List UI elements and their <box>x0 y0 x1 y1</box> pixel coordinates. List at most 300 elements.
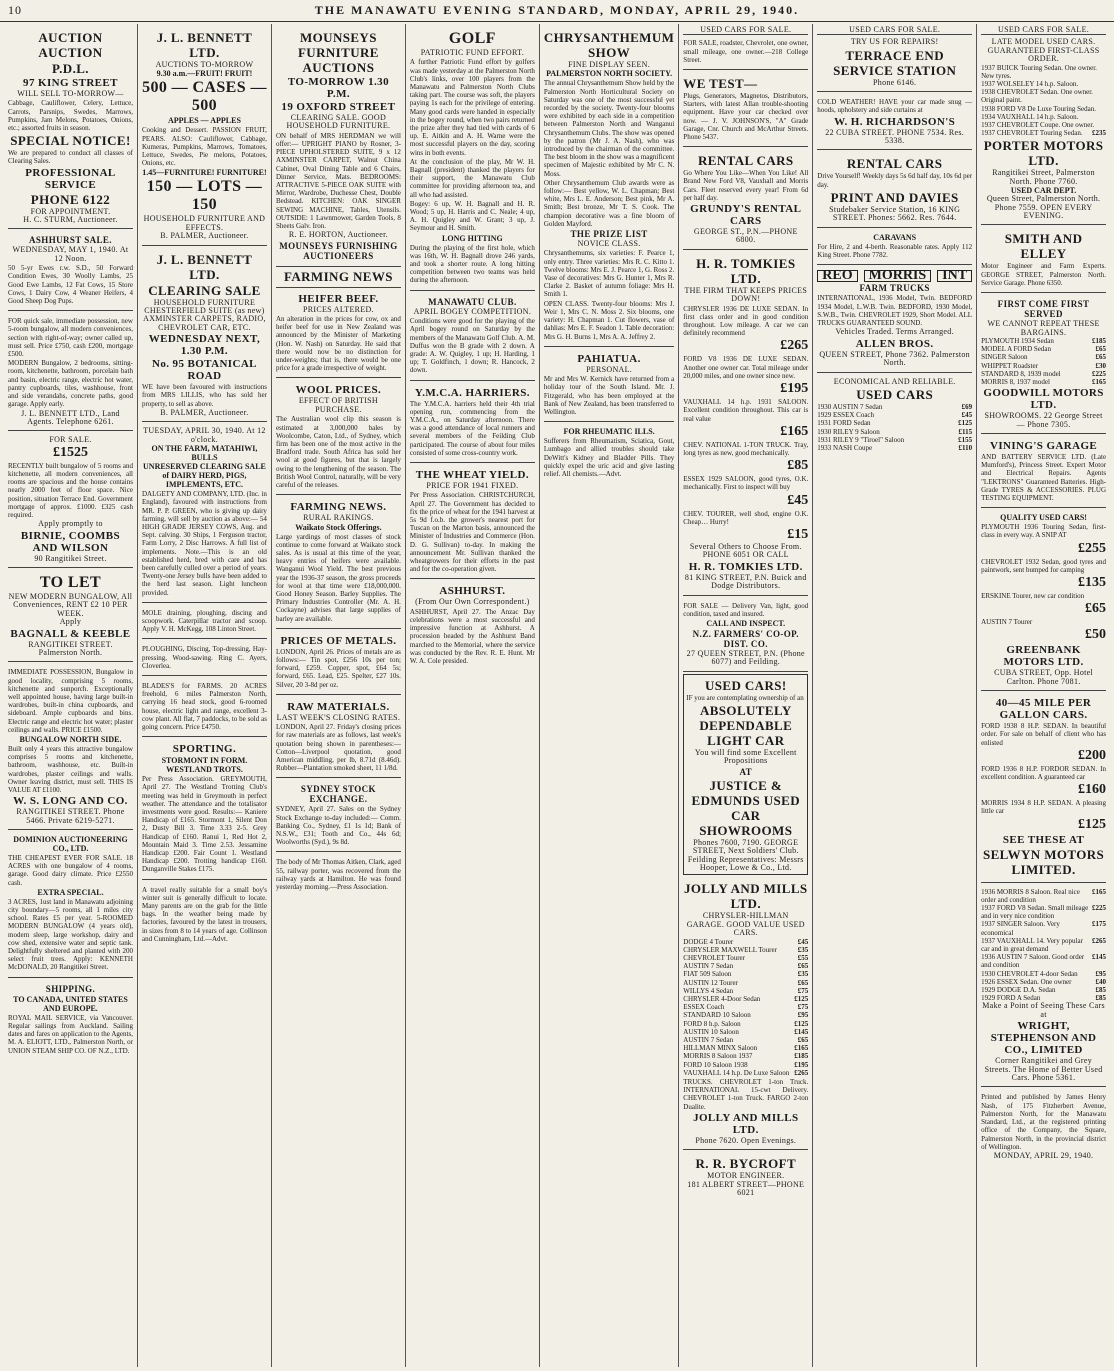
article-body: ASHHURST, April 27. The Anzac Day celebrations were a most successful and impressive function at Ashhurst. A procession headed by the Ashhurst Band marched to the Memorial, where the service was conducted by the Rev. R. E. Hunt. Mr W. A. Cole presided. <box>409 607 535 665</box>
car-price: £185 <box>1092 336 1107 345</box>
ad-address: RANGITIKEI STREET. Palmerston North. <box>28 639 113 657</box>
price-list-row <box>683 1028 808 1036</box>
article-heading: GOLF <box>448 30 496 47</box>
ad-body: PLOUGHING, Discing, Top-dressing, Hay-pressing, Wood-sawing. Ring C. Ayers, Cloverlea. <box>141 645 267 670</box>
ad-subheading: ECONOMICAL AND RELIABLE. <box>833 376 956 386</box>
ad-address: Phone 7620. Open Evenings. <box>695 1135 797 1145</box>
price-list-row <box>981 121 1106 129</box>
ad-address: Phones 7600, 7190. GEORGE STREET, Next Soldiers' Club. <box>692 837 799 856</box>
price-list-row <box>683 987 808 995</box>
article-subheading: THE PRIZE LIST <box>570 229 648 240</box>
ad-address: 97 KING STREET <box>23 77 118 89</box>
price-list-row <box>981 337 1106 345</box>
car-description: HILLMAN MINX Saloon <box>683 1044 758 1053</box>
ad-line: SEE THESE AT <box>1002 833 1085 846</box>
ad-quantity: 150 — LOTS — 150 <box>146 178 263 214</box>
news-brief <box>276 854 401 896</box>
ad-firm: P.D.L. <box>52 61 89 76</box>
ad-body: COLD WEATHER! HAVE your car made snug — hoods, upholstery and side curtains at <box>817 98 973 115</box>
article-subheading: STORMONT IN FORM. <box>161 756 248 766</box>
car-description: 1930 RILEY 9 Saloon <box>817 427 880 436</box>
ad-subheading: WE CANNOT REPEAT THESE BARGAINS. <box>987 319 1100 337</box>
page-number: 10 <box>8 3 22 17</box>
ad-signature: B. PALMER, Auctioneer. <box>160 407 249 417</box>
article-heading: MANAWATU CLUB. <box>428 296 517 307</box>
porter-motors-ad <box>981 35 1106 225</box>
ad-address: SHOWROOMS. 22 George Street — Phone 7305. <box>984 411 1103 429</box>
ad-line: 1.45—FURNITURE! FURNITURE! <box>142 168 267 178</box>
ad-body: FOR SALE — Delivery Van, light, good condition, taxed and insured. <box>683 601 809 618</box>
car-price: £85 <box>1095 986 1107 995</box>
price-list-row <box>683 979 808 987</box>
ad-heading: FIRST COME FIRST SERVED <box>997 299 1090 320</box>
car-price: £65 <box>1095 353 1107 362</box>
ad-item: FORD V8 1936 DE LUXE SEDAN. Another one owner car. Total mileage under 20,000 miles, and one owner since new. <box>683 355 809 380</box>
ad-body: FOR SALE, roadster, Chevrolet, one owner, small mileage, one owner.—218 College Street. <box>683 39 809 64</box>
price-list-row <box>817 419 972 427</box>
economical-used-cars-ad <box>817 375 972 457</box>
car-price: £95 <box>1095 969 1107 978</box>
car-price-list <box>981 337 1106 386</box>
article-body: An alteration in the prices for cow, ox and heifer beef for use in New Zealand was announced by the Minister of Marketing (Hon. W. Nash) on Saturday. He said that there would now be no distinction for under-weights; that is, there would be one price for a grade irrespective of weight. <box>275 315 401 373</box>
collinson-advt <box>142 882 267 948</box>
ad-line: AT <box>739 766 753 777</box>
car-price: £225 <box>1092 369 1107 378</box>
ad-body: We are prepared to conduct all classes of Clearing Sales. <box>8 149 133 166</box>
ad-firm: W. S. LONG AND CO. <box>13 795 128 808</box>
ad-address: 27 QUEEN STREET, P.N. (Phone 6077) and Feilding. <box>686 648 805 667</box>
ad-body: MODERN Bungalow, 2 bedrooms, sitting-room, kitchenette, bathroom, porcelain bath and basin, electric range, electric hot water, pantry cupboards, tiles, washhouse, front and side verandahs, concrete paths, good garage. Apply early. <box>8 359 133 409</box>
ad-firm: JOLLY AND MILLS LTD. <box>693 1111 799 1136</box>
article-heading: PRICES OF METALS. <box>280 634 397 647</box>
price-list-row <box>817 411 972 419</box>
car-price: £145 <box>1092 953 1107 962</box>
ad-address: CUBA STREET, Opp. Hotel Carlton. Phone 7081. <box>994 668 1094 686</box>
ad-body: AND BATTERY SERVICE LTD. (Late Mumford's), Princess Street. Expert Motor and Electrical Repairs. Agents "LEKTRONS" Guaranteed Batteries. High-Grade TYRES & ACCESSORIES. PLUG TESTING EQUIPMENT. <box>981 452 1107 502</box>
pahiatua-article <box>544 349 674 422</box>
ad-body: IF you are contemplating ownership of an <box>686 693 804 702</box>
ad-subheading: CLEARING SALE. GOOD HOUSEHOLD FURNITURE. <box>286 113 391 131</box>
wool-prices-article <box>276 380 401 495</box>
car-price: £165 <box>1092 377 1107 386</box>
article-heading: FARMING NEWS. <box>290 501 387 514</box>
car-description: STANDARD 10 Saloon <box>683 1011 751 1020</box>
price-list-row <box>817 403 972 411</box>
car-description: 1930 AUSTIN 7 Sedan <box>817 402 883 411</box>
car-price: £45 <box>797 937 809 946</box>
column-8 <box>977 24 1110 1367</box>
ad-subheading: THE FIRM THAT KEEPS PRICES DOWN! <box>684 285 808 304</box>
car-description: 1937 FORD V8 Sedan. Small mileage and in very nice condition <box>981 904 1089 921</box>
price-list-row <box>683 1003 808 1011</box>
ad-heading: AUCTION AUCTION <box>38 30 103 60</box>
car-description: 1937 CHEVROLET Touring Sedan. <box>981 129 1083 138</box>
car-price: £155 <box>958 435 973 444</box>
article-body: LONDON, April 26. Prices of metals are as follows:— Tin spot, £256 10s per ton; forward, £259. Copper, spot, £64 5s; forward, £65. Lead, £25. Spelter, £27 10s. Silver, 20 3-8d per oz. <box>275 647 401 689</box>
article-heading: ASHHURST. <box>439 585 506 598</box>
bennett-auctions-ad <box>142 26 267 246</box>
article-subheading: PATRIOTIC FUND EFFORT. <box>420 48 525 57</box>
article-subheading: WESTLAND TROTS. <box>166 765 243 775</box>
ad-item: VAUXHALL 14 h.p. 1931 SALOON. Excellent condition throughout. This car is real value <box>683 398 809 423</box>
price-list-row <box>981 904 1106 920</box>
ad-subheading: TO CANADA, UNITED STATES AND EUROPE. <box>13 994 128 1013</box>
car-description: FIAT 509 Saloon <box>683 970 732 979</box>
car-description: DODGE 4 Tourer <box>683 937 734 946</box>
masthead <box>0 0 1114 22</box>
newspaper-title: THE MANAWATU EVENING STANDARD, MONDAY, APRIL 29, 1940. <box>314 3 800 17</box>
print-davies-ad <box>817 152 972 227</box>
car-price-list <box>981 64 1106 138</box>
stock-exchange-article <box>276 780 401 852</box>
ad-item: CHRYSLER 1936 DE LUXE SEDAN. In first class order and in good condition throughout. Low mileage. A car we can definitely recommend <box>683 304 809 338</box>
manawatu-club-article <box>410 293 535 381</box>
ad-line: FOR APPOINTMENT. <box>30 206 111 216</box>
price-list-row <box>683 946 808 954</box>
ad-firm: MOUNSEYS FURNISHING AUCTIONEERS <box>279 240 398 261</box>
article-body: Large yardings of most classes of stock continue to come forward at Waikato stock sales. As is usual at this time of the year, heavy entries of heifers were available. Wanganui Wool Yield. The best previous year the 1936-37 season, the gross proceeds for wool at that time were £18,000,000. Good Honey Season. Barley Supplies. The Primary Industries Controller (Mr. A. H. Cockayne) advises that large supplies of barley are available. <box>275 532 401 623</box>
ad-subheading: MOTOR ENGINEER. <box>707 1171 785 1181</box>
ad-signature: J. L. BENNETT LTD., Land Agents. Telephone 6261. <box>21 408 120 426</box>
ad-body: ROYAL MAIL SERVICE, via Vancouver. Regular sailings from Auckland. Sailing dates and fares on application to the Agents, M. A. ELIOTT, LTD., Palmerston North, or UNION STEAM SHIP CO. OF N.Z., LTD. <box>8 1013 133 1055</box>
article-heading: HEIFER BEEF. <box>298 292 379 305</box>
car-description: 1936 MORRIS 8 Saloon. Real nice order and condition <box>981 887 1080 904</box>
car-description: AUSTIN 12 Tourer <box>683 978 738 987</box>
ad-price: £160 <box>1078 782 1107 798</box>
car-price: £265 <box>1092 936 1107 945</box>
ad-heading: WE TEST— <box>683 76 758 92</box>
ad-body: DALGETY AND COMPANY, LTD. (Inc. in England), favoured with instructions from MR. P. P. GREEN, who is giving up dairy farming, will sell by auction as above:— 54 HIGH GRADE JERSEY COWS, Aug. and Sept. calving. 30 Ships, 1 Ferguson tractor, Farm Lorry, 2 Disc Harrows. A full list of implements. Note.—This is an old established herd, bred with care and has been carefully culled over a period of years. Twenty-one Jersey bulls have been added to the herd last season. Light luncheon provided. <box>141 490 267 597</box>
article-body: Mr and Mrs W. Kernick have returned from a holiday tour of the South Island. Mr. J. Fitzgerald, who has been employed at the Bank of New Zealand, has been transferred to Wellington. <box>543 375 675 416</box>
article-heading: THE WHEAT YIELD. <box>415 468 530 481</box>
rural-rakings-article <box>276 497 401 629</box>
ad-body: Cabbage, Cauliflower, Celery, Lettuce, Carrots, Parsnips, Swedes, Marrows, Pumpkins, Jam Melons, Potatoes, Onions, etc.; assorted fruits in season. <box>8 99 133 133</box>
ad-price: £165 <box>780 423 809 439</box>
ad-firm: R. R. BYCROFT <box>695 1156 797 1172</box>
ad-price: £50 <box>1085 627 1107 643</box>
ad-price: £1525 <box>52 444 88 460</box>
price-list-row <box>981 353 1106 361</box>
car-description: 1934 VAUXHALL 14 h.p. Saloon. <box>981 112 1079 121</box>
imprint-text: Printed and published by James Henry Nash, of 175 Fitzherbert Avenue, Palmerston North, for the Manawatu Standard, Ltd., at the registered printing office of the Company, the Square, Palmerston North, in the provincial district of Wellington. <box>981 1093 1107 1151</box>
ad-firm: H. R. TOMKIES LTD. <box>688 560 803 573</box>
ad-heading: CLEARING SALE <box>148 282 261 298</box>
article-body: SYDNEY, April 27. Sales on the Sydney Stock Exchange to-day included:— Comm. Banking Co., Sydney, £1 1s 1d; Bank of N.S.W., £31; Tooth and Co., 44s 6d; Woolworths (Syd.), 9s 8d. <box>275 805 401 847</box>
article-subheading: PRICE FOR 1941 FIXED. <box>426 480 519 490</box>
column-3 <box>272 24 406 1367</box>
price-list-row <box>817 428 972 436</box>
golf-article <box>410 26 535 291</box>
price-list-row <box>817 436 972 444</box>
vinings-garage-ad <box>981 436 1106 508</box>
ad-firm: J. L. BENNETT LTD. <box>156 30 253 60</box>
section-heading: USED CARS FOR SALE. <box>817 26 972 35</box>
ad-price: £265 <box>780 338 809 354</box>
ad-firm: WRIGHT, STEPHENSON AND CO., LIMITED <box>990 1020 1097 1057</box>
price-list-row <box>683 1044 808 1052</box>
article-body: OPEN CLASS. Twenty-four blooms: Mrs J. Weir 1, Mrs C. N. Moss 2. Six blooms, one variety: H. Chapman 1. Cut flowers, vase of dahlias: Mrs E. F. Seadon 1. Table decoration: Mrs G. H. Burns 1, Mrs A. A. Jeffrey 2. <box>543 299 675 341</box>
article-heading: SYDNEY STOCK EXCHANGE. <box>300 784 376 805</box>
ad-subheading: TRY US FOR REPAIRS! <box>850 37 939 47</box>
ad-heading: FARM TRUCKS <box>859 283 930 294</box>
car-description: MORRIS 8 Saloon 1937 <box>683 1052 753 1061</box>
article-subheading: LONG HITTING <box>442 233 503 243</box>
car-description: 1931 RILEY 9 "Tiroel" Saloon <box>817 435 905 444</box>
richardson-ad <box>817 94 972 150</box>
grundy-rental-ad <box>683 149 808 250</box>
article-heading: RAW MATERIALS. <box>287 700 390 713</box>
column-4 <box>406 24 540 1367</box>
ad-date: TO-MORROW 1.30 P.M. <box>287 76 389 100</box>
price-list-row <box>981 362 1106 370</box>
ad-heading: 40—45 MILE PER GALLON CARS. <box>995 697 1092 722</box>
ad-line: AUCTIONS TO-MORROW <box>155 60 254 69</box>
car-description: SINGER Saloon <box>981 353 1028 362</box>
ad-body: Cooking and Dessert. PASSION FRUIT, PEARS. ALSO: Cauliflower, Cabbage, Kumeras, Pumpkins, Marrows, Tomatoes, Lettuce, Swedes, Pie melons, Potatoes, Onions, etc. <box>141 126 267 168</box>
smith-elley-ad <box>981 227 1106 293</box>
ad-firm: SELWYN MOTORS LIMITED. <box>982 846 1105 877</box>
column-5 <box>540 24 679 1367</box>
car-price-list <box>683 938 808 1077</box>
car-price: £35 <box>797 945 809 954</box>
ad-subheading: BUNGALOW NORTH SIDE. <box>19 735 122 745</box>
article-subheading: PERSONAL. <box>586 364 633 374</box>
column-2 <box>138 24 272 1367</box>
ad-line: 9.30 a.m.—FRUIT! FRUIT! <box>156 69 253 79</box>
ad-heading: MOUNSEYS FURNITURE AUCTIONS <box>297 30 379 75</box>
roadster-ad <box>683 35 808 70</box>
ad-firm: TERRACE END SERVICE STATION <box>833 47 957 78</box>
ad-body: A travel really suitable for a small boy's winter suit is generally difficult to locate. Many parents are on the grab for the little bags. In the weather being made by factories, favoured by the latest in trousers, in sizes from 8 to 14 years of age. Collinson and Cunningham, Ltd.—Advt. <box>141 885 267 943</box>
article-subheading: LAST WEEK'S CLOSING RATES. <box>276 712 401 722</box>
ad-heading: QUALITY USED CARS! <box>1000 513 1087 523</box>
ad-signature: B. PALMER, Auctioneer. <box>160 231 249 241</box>
special-notice: SPECIAL NOTICE! <box>10 133 131 149</box>
article-body: The Australian wool clip this season is estimated at 3,000,000 bales by Woolcombe, Caton, Ltd., of Sydney, which firm has been one of the most active in the Bradford trade. South Africa has sold her wool at good figures, but that is largely owing to the lengthening of the season. The British Wool Control, naturally, will be very careful of the releases. <box>275 415 401 489</box>
car-price: £125 <box>794 995 809 1004</box>
ad-body: MOLE draining, ploughing, discing and scoopwork. Caterpillar tractor and scoop. Apply V. H. McKegg, 108 Linton Street. <box>141 608 267 634</box>
ad-price: £255 <box>1078 540 1107 556</box>
price-list-row <box>683 1061 808 1069</box>
ad-heading: CALL AND INSPECT. <box>706 618 786 628</box>
car-description: 1937 WOLSELEY 14 h.p. Saloon. <box>981 80 1079 89</box>
price-list-row <box>981 970 1106 978</box>
jolly-mills-ad <box>683 877 808 1150</box>
ad-body: Sufferers from Rheumatism, Sciatica, Gout, Lumbago and allied troubles should take DeWitt's Kidney and Bladder Pills. They quickly expel the uric acid and give lasting relief. All chemists.—Advt. <box>543 437 675 478</box>
dalgety-sale-ad <box>142 424 267 602</box>
ad-firm: GREENBANK MOTORS LTD. <box>1003 644 1084 669</box>
ad-body: 3 ACRES, 1ust land in Manawatu adjoining city boundary—5 rooms, all 1 miles city school. Rates £5 per year. 5-ROOMED MODERN BUNGALOW (4 years old), modern sleep, large workshop, dairy and cow shed, extensive water and septic tank. Delightfully sheltered and planted with 200 select fruit trees. Apply: KENNETH McDONALD, 20 Rangitikei Street. <box>8 897 133 972</box>
ad-heading: CARAVANS <box>873 232 917 242</box>
article-body: LONDON, April 27. Friday's closing prices for raw materials are as follows, last week's quotation being shown in parentheses:— Cotton—Liverpool quotation, good American middling, per lb, 8.71d (8.46d). Rubber—Plantation smoked sheet, 11 1/8d. <box>275 723 401 773</box>
ad-body: Go Where You Like—When You Like! All Brand New Ford V8, Vauxhall and Morris Cars. Fleet reserved every year! From 6d per half day. <box>683 169 809 202</box>
column-6 <box>679 24 813 1367</box>
ad-line: APPLES — APPLES <box>168 116 241 126</box>
ad-subheading: LATE MODEL USED CARS. GUARANTEED FIRST-CLASS ORDER. <box>987 37 1100 64</box>
wheat-yield-article <box>410 465 535 579</box>
car-price: £165 <box>1092 887 1107 896</box>
ad-line: Apply promptly to <box>38 519 103 529</box>
car-price: £185 <box>794 1052 809 1061</box>
ad-body: 50 5-yr Ewes r.w. S.D., 50 Forward Condition Ewes, 30 Woolly Lambs, 25 Good Ewe Lambs, 12 Fat Cows, 15 Store Cows, 1 Dairy Cow, 4 Weaner Heifers, 4 Good Sheep Dog Pups. <box>8 264 133 306</box>
ad-line: Feilding Representatives: Messrs Hooper, Lowe & Co., Ltd. <box>687 854 804 872</box>
car-price: £65 <box>797 1036 809 1045</box>
car-description: 1937 BUICK Touring Sedan. One owner. New tyres. <box>981 63 1097 80</box>
ad-address: RANGITIKEI STREET. Phone 5466. Private 6219-5271. <box>16 807 125 825</box>
price-list-row <box>981 378 1106 386</box>
price-list-row <box>683 970 808 978</box>
auction-ad-pdl <box>8 26 133 229</box>
price-list-row <box>981 88 1106 104</box>
ad-firm: N.Z. FARMERS' CO-OP. DIST. CO. <box>692 628 799 649</box>
ad-line: WILL SELL TO-MORROW— <box>17 89 124 98</box>
ad-body: BLADES'S for FARMS. 20 ACRES freehold, 6 miles Palmerston North, carrying 16 head stock, good 6-roomed house, electric light and range, excellent 3-cow plant. All flat, 7 paddocks, to be sold as going concern. Price £4750. <box>141 681 267 731</box>
we-test-ad <box>683 72 808 147</box>
raw-materials-article <box>276 697 401 779</box>
car-price: £125 <box>794 1019 809 1028</box>
section-heading: USED CARS FOR SALE. <box>981 26 1106 35</box>
ad-firm: W. H. RICHARDSON'S <box>834 115 956 128</box>
ad-firm: BAGNALL & KEEBLE <box>10 627 131 640</box>
ad-body: Plugs, Generators, Magnetos, Distributors, Starters, with latest Allan trouble-shooting equipment. Have your car checked over now. — J. V. JOHNSON'S, "A" Grade Garage, Cnr. Church and McArthur Streets. Phone 5437. <box>683 92 809 142</box>
dominion-auctioneering-ad <box>8 832 133 978</box>
car-price: £40 <box>1095 977 1107 986</box>
car-price: £75 <box>797 986 809 995</box>
car-price: £30 <box>1095 361 1107 370</box>
car-price: £110 <box>958 443 973 452</box>
ad-item: PLYMOUTH 1936 Touring Sedan, first-class in every way. A SNIP AT <box>981 523 1107 540</box>
car-description: STANDARD 8, 1939 model <box>981 369 1061 378</box>
car-price: £165 <box>794 1044 809 1053</box>
reo-logo: REO <box>817 270 857 282</box>
car-price: £225 <box>1092 904 1107 913</box>
ad-price: £85 <box>787 458 809 474</box>
car-price: £125 <box>958 419 973 428</box>
chrysanthemum-article <box>544 26 674 347</box>
ad-body: Motor Engineer and Farm Experts. GEORGE STREET, Palmerston North. Service Garage. Phone 6350. <box>981 262 1107 287</box>
car-description: 1938 FORD V8 De Luxe Touring Sedan. <box>981 104 1097 113</box>
ad-body: TRUCKS. CHEVROLET 1-ton Truck. INTERNATIONAL 15-cwt Delivery. CHEVROLET 1-ton Truck. FARGO 2-ton Dualite. <box>683 1078 809 1111</box>
ad-line: Apply <box>59 617 82 627</box>
printer-imprint <box>981 1089 1106 1164</box>
car-price: £65 <box>1095 345 1107 354</box>
car-description: 1929 FORD A Sedan <box>981 994 1041 1003</box>
ad-heading: RENTAL CARS <box>846 156 943 172</box>
article-subheading: PALMERSTON NORTH SOCIETY. <box>546 69 673 79</box>
car-price: £35 <box>797 970 809 979</box>
ad-address: 181 ALBERT STREET—PHONE 6021 <box>687 1179 805 1198</box>
ad-body: Drive Yourself! Weekly days 5s 6d half day, 10s 6d per day. <box>817 172 973 189</box>
car-description: 1936 AUSTIN 7 Saloon. Good order and condition <box>981 953 1085 970</box>
selwyn-motors-ad <box>981 693 1106 882</box>
price-list-row <box>981 953 1106 969</box>
ad-address: Studebaker Service Station, 16 KING STREET. Phones: 5662. Res. 7644. <box>829 204 961 223</box>
ad-body: WE have been favoured with instructions from MRS LILLIS, who has sold her property, to sell as above. <box>141 383 267 408</box>
article-body: The body of Mr Thomas Aitken, Clark, aged 55, railway porter, was recovered from the railway yards at Hamilton. He was found yesterday morning.—Press Association. <box>275 858 401 892</box>
article-subheading: NOVICE CLASS. <box>577 239 641 249</box>
ad-address: Queen Street, Palmerston North. Phone 7559. OPEN EVERY EVENING. <box>986 194 1101 221</box>
car-description: MODEL A FORD Sedan <box>981 345 1052 354</box>
ad-address: 90 Rangitikei Street. <box>34 553 107 563</box>
car-description: 1938 CHEVROLET Sedan. One owner. Original paint. <box>981 88 1093 105</box>
car-price: £45 <box>961 411 973 420</box>
car-description: WHIPPET Roadster <box>981 361 1038 370</box>
article-subheading: RURAL RAKINGS. <box>303 513 374 523</box>
bennett-property-ad <box>8 313 133 431</box>
article-body: A further Patriotic Fund effort by golfers was made yesterday at the Palmerston North Club's links, over 100 players from the Manawatu and Palmerston North Clubs taking part. The course was soft, the players paying 1s each for the privilege of entering. Many good cards were handed in especially in the bogey round, when two pairs returned the prize after they had tied with cards of 6 up. E. Aitkin and A. H. Warne were the most successful players on the day, scoring wins in both events. <box>409 58 535 157</box>
article-body: Per Press Association. GREYMOUTH, April 27. The Westland Trotting Club's meeting was held in Greymouth in perfect weather. The attendance and the totalisator investments were good. Results:— Kaniere Handicap of £165. Stormont 1, Silent Don 2, Dusty Bill 3. Time 3.33 2-5. Grey Handicap of £160. Ranui 1, Red Hot 2, Mountain Maid 3. Time 2.53. Jessamine Handicap £200. Fair Count 1. Westland Handicap £200. Trotting handicap £160. Dunganville Stakes £175. <box>141 775 267 874</box>
ad-date: WEDNESDAY, MAY 1, 1940. At 12 Noon. <box>12 245 129 263</box>
ad-heading: ASHHURST SALE. <box>29 235 112 246</box>
ad-firm: SMITH AND ELLEY <box>1004 231 1083 262</box>
to-let-ad <box>8 570 133 662</box>
ad-body: RECENTLY built bungalow of 5 rooms and kitchenette, all modern conveniences, all rooms are spacious and the house contains nearly 2000 feet of floor space. Nice position, situation Terrace End. Government mortgage of approx. £1000. £325 cash required. <box>8 461 133 519</box>
farms-ad <box>142 678 267 737</box>
price-list-row <box>683 1036 808 1044</box>
price-list-row <box>981 80 1106 88</box>
ad-firm: H. R. TOMKIES LTD. <box>696 255 796 286</box>
professional-service: PROFESSIONAL SERVICE <box>25 166 116 191</box>
ad-line: Vehicles Traded. Terms Arranged. <box>835 327 954 337</box>
ad-item: CHEV. NATIONAL 1-TON TRUCK. Tray, long tyres as new, good mechanically. <box>683 440 809 457</box>
article-body: The annual Chrysanthemum Show held by the Palmerston North Horticultural Society on Saturday was one of the most successful yet recorded by the society. Twenty-four blooms were exhibited by each side in a competition between Palmerston North and Wanganui Chrysanthemum Clubs. The show was opened by the patron (Mr J. A. Nash), who was introduced by the chairman of the committee. The best bloom in the show was a magnificent specimen of Majestic exhibited by Mr C. N. Moss. <box>543 79 675 178</box>
ad-body: FOR quick sale, immediate possession, new 5-room bungalow, all modern conveniences, section with right-of-way; owner called up, must sell. Price £750, cash £200, mortgage £500. <box>8 317 133 359</box>
car-price-list <box>817 403 972 452</box>
car-description: 1937 SINGER Saloon. Very economical <box>981 920 1060 937</box>
price-list-row <box>683 938 808 946</box>
ad-firm: BIRNIE, COOMBS AND WILSON <box>20 529 121 554</box>
car-description: 1926 ESSEX Sedan. One owner <box>981 977 1072 986</box>
ad-body: NEW MODERN BUNGALOW, All Conveniences, RENT £2 10 PER WEEK. <box>8 591 133 618</box>
ad-heading: USED CARS! <box>704 677 787 693</box>
bycroft-ad <box>683 1152 808 1201</box>
article-body: At the conclusion of the play, Mr W. H. Bagnall (president) thanked the players for their support, the Manawatu Club committee for providing afternoon tea, and all who had assisted. <box>409 157 535 199</box>
car-price: £65 <box>797 978 809 987</box>
ad-address: GEORGE ST., P.N.—PHONE 6800. <box>693 227 798 245</box>
car-description: MORRIS 8, 1937 model <box>981 377 1050 386</box>
ad-date: WEDNESDAY NEXT, 1.30 P.M. <box>148 333 261 358</box>
car-price: £235 <box>1092 129 1107 138</box>
ad-body: ON behalf of MRS HERDMAN we will offer:— UPRIGHT PIANO by Rosner, 3-PIECE UPHOLSTERED SUITE, 9 x 12 AXMINSTER CARPET, Walnut China Cabinet, Oval Dining Table and 6 Chairs, Dinner Service, Mats. BEDROOMS: ATTRACTIVE 5-PIECE OAK SUITE with Mirror, Wardrobe, Duchesse Chest, Double Bedstead. KITCHEN: OAK SINGER SEWING MACHINE, Tables, Utensils. OUTSIDE: 1 Lawnmower, Garden Tools, 8 Sheets Galv. Iron. <box>275 131 401 231</box>
ad-item: ERSKINE Tourer, new car condition <box>981 591 1085 600</box>
rheumatic-advt <box>544 424 674 483</box>
ad-body: For Hire, 2 and 4-berth. Reasonable rates. Apply 112 King Street. Phone 7782. <box>817 242 973 259</box>
car-description: VAUXHALL 14 h.p. De Luxe Saloon <box>683 1068 790 1077</box>
price-list-row <box>683 1052 808 1060</box>
article-subheading: EFFECT OF BRITISH PURCHASE. <box>298 396 379 414</box>
car-description: CHRYSLER 4-Door Sedan <box>683 995 761 1004</box>
article-subheading: APRIL BOGEY COMPETITION. <box>413 306 532 316</box>
car-price: £69 <box>961 402 973 411</box>
price-list-row <box>981 113 1106 121</box>
ad-body: INTERNATIONAL, 1936 Model, Twin. BEDFORD 1934 Model, L.W.B. Twin. BEDFORD, 1930 Model, S.W.B., Twin. CHEVROLET 1929, Short Model. ALL TRUCKS GUARANTEED SOUND. <box>817 294 973 328</box>
ad-firm: GRUNDY'S RENTAL CARS <box>690 203 802 228</box>
mounseys-auction-ad <box>276 26 401 267</box>
car-price: £85 <box>1095 994 1107 1003</box>
ad-firm: JOLLY AND MILLS LTD. <box>684 881 808 912</box>
column-7 <box>813 24 977 1367</box>
price-list-row <box>683 1011 808 1019</box>
car-description: CHRYSLER MAXWELL Tourer <box>683 945 777 954</box>
ad-item: FORD 1938 8 H.P. SEDAN. In beautiful order. For sale on behalf of client who has enlisted <box>981 722 1107 747</box>
long-co-ad <box>8 664 133 830</box>
car-price: £65 <box>797 962 809 971</box>
article-subheading: Waikato Stock Offerings. <box>295 522 382 532</box>
wright-stephenson-ad <box>981 885 1106 1088</box>
car-price-list <box>981 888 1106 1003</box>
ad-firm: J. L. BENNETT LTD. <box>156 251 253 282</box>
article-subheading: (From Our Own Correspondent.) <box>415 597 530 607</box>
